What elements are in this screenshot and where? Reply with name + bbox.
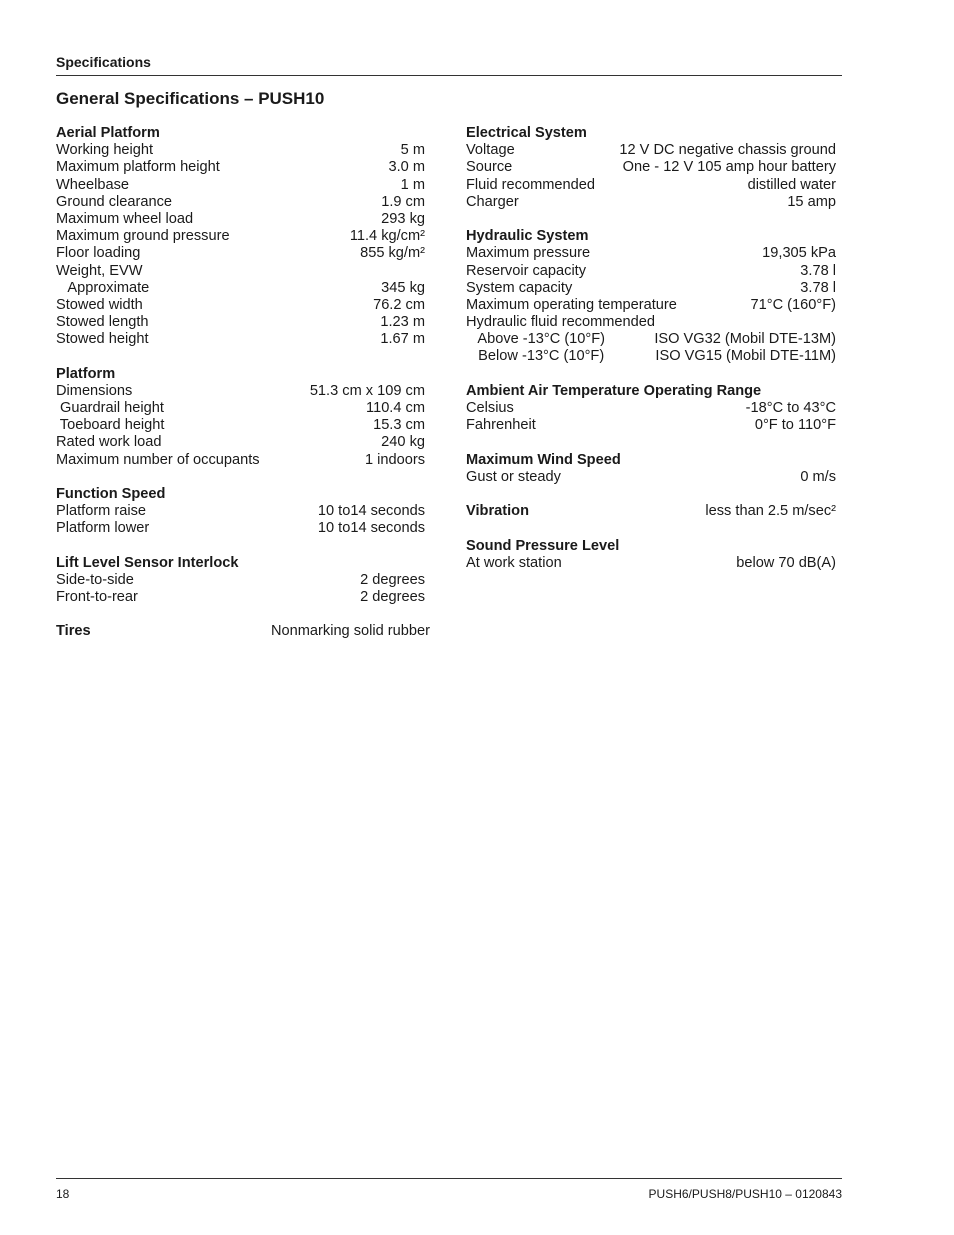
spec-row xyxy=(466,417,836,434)
spec-section-title: Electrical System xyxy=(466,125,587,141)
spec-row xyxy=(466,159,836,176)
spec-row xyxy=(56,245,425,262)
spec-value: 240 kg xyxy=(381,434,425,451)
spec-label: Ground clearance xyxy=(56,193,173,210)
spec-heading-row xyxy=(56,623,430,640)
spec-row xyxy=(56,142,425,159)
spec-row xyxy=(466,297,836,314)
spec-value: 11.4 kg/cm² xyxy=(349,228,425,245)
spec-label: Fahrenheit xyxy=(466,417,536,434)
spec-row xyxy=(56,417,425,434)
spec-label: Side-to-side xyxy=(56,571,134,588)
left-spec-column xyxy=(56,125,430,658)
spec-section-lift-level-sensor-interlock xyxy=(56,555,425,607)
spec-value: 1 indoors xyxy=(364,451,425,468)
spec-value: 71°C (160°F) xyxy=(750,296,836,313)
spec-section-title: Function Speed xyxy=(56,485,166,502)
spec-label: Stowed length xyxy=(56,314,149,331)
page-number: 18 xyxy=(56,1187,70,1201)
spec-label: System capacity xyxy=(466,279,573,296)
spec-label: Guardrail height xyxy=(56,400,164,416)
spec-row xyxy=(56,572,425,589)
spec-value: ISO VG32 (Mobil DTE-13M) xyxy=(654,331,836,348)
spec-section-tires xyxy=(56,623,430,640)
spec-section-function-speed xyxy=(56,486,425,538)
spec-row xyxy=(466,245,836,262)
spec-row xyxy=(56,314,425,331)
spec-row xyxy=(466,555,836,572)
spec-row xyxy=(56,400,425,417)
spec-value: below 70 dB(A) xyxy=(736,554,836,571)
spec-row xyxy=(466,280,836,297)
spec-row xyxy=(466,177,836,194)
page-title: General Specifications – PUSH10 xyxy=(56,89,325,108)
spec-heading-row xyxy=(466,503,836,520)
spec-value: One - 12 V 105 amp hour battery xyxy=(622,159,836,176)
spec-label: Above -13°C (10°F) xyxy=(466,331,606,348)
spec-label: Below -13°C (10°F) xyxy=(466,348,605,365)
spec-section-platform xyxy=(56,366,425,469)
spec-value: 293 kg xyxy=(381,210,425,227)
spec-row xyxy=(56,297,425,314)
spec-section-title: Sound Pressure Level xyxy=(466,537,620,554)
spec-value: 3.0 m xyxy=(388,159,425,176)
spec-section-electrical-system xyxy=(466,125,836,211)
spec-label: Rated work load xyxy=(56,434,162,451)
spec-section-aerial-platform xyxy=(56,125,425,348)
spec-label: Voltage xyxy=(466,142,515,159)
spec-row xyxy=(56,503,425,520)
spec-section-title: Ambient Air Temperature Operating Range xyxy=(466,382,762,399)
spec-value: 3.78 l xyxy=(800,262,836,279)
spec-section-title: Hydraulic System xyxy=(466,228,589,245)
spec-value: Nonmarking solid rubber xyxy=(271,623,430,640)
spec-value: 10 to14 seconds xyxy=(317,503,425,520)
spec-value: 76.2 cm xyxy=(373,296,425,313)
spec-section-title: Platform xyxy=(56,365,116,382)
spec-value: 2 degrees xyxy=(360,589,425,606)
spec-row xyxy=(466,469,836,486)
spec-row xyxy=(466,142,836,159)
spec-label: Source xyxy=(466,159,513,176)
spec-value: 1.9 cm xyxy=(381,193,425,210)
spec-section-maximum-wind-speed xyxy=(466,452,836,486)
spec-section-title: Lift Level Sensor Interlock xyxy=(56,554,239,571)
spec-row xyxy=(466,194,836,211)
spec-row xyxy=(466,348,836,365)
spec-section-hydraulic-system xyxy=(466,228,836,366)
spec-label: Stowed width xyxy=(56,296,143,313)
spec-value: 5 m xyxy=(400,142,425,159)
spec-label: Platform raise xyxy=(56,503,147,520)
spec-value: 1.23 m xyxy=(380,314,425,331)
spec-value: 345 kg xyxy=(381,279,425,296)
spec-label: At work station xyxy=(466,554,562,571)
spec-label: Gust or steady xyxy=(466,468,561,485)
spec-value: 855 kg/m² xyxy=(360,245,425,262)
spec-label: Charger xyxy=(466,193,519,210)
spec-label: Stowed height xyxy=(56,331,149,348)
spec-row xyxy=(466,400,836,417)
spec-label: Fluid recommended xyxy=(466,176,595,193)
spec-label: Wheelbase xyxy=(56,176,130,193)
spec-label: Maximum ground pressure xyxy=(56,228,230,245)
spec-value: 51.3 cm x 109 cm xyxy=(309,382,425,399)
spec-row xyxy=(466,263,836,280)
spec-section-title: Tires xyxy=(56,623,91,640)
section-header-label: Specifications xyxy=(56,54,151,70)
spec-value: ISO VG15 (Mobil DTE-11M) xyxy=(655,348,836,365)
right-spec-column xyxy=(466,125,836,589)
spec-label: Dimensions xyxy=(56,382,133,399)
spec-row xyxy=(56,194,425,211)
spec-label: Approximate xyxy=(56,279,150,296)
spec-label: Working height xyxy=(56,142,154,159)
spec-label: Reservoir capacity xyxy=(466,262,587,279)
spec-row xyxy=(466,314,836,331)
spec-value: -18°C to 43°C xyxy=(745,400,836,416)
footer-rule xyxy=(56,1178,842,1179)
spec-label: Maximum number of occupants xyxy=(56,451,260,468)
spec-row xyxy=(56,331,425,348)
spec-label: Front-to-rear xyxy=(56,589,138,606)
spec-section-title: Maximum Wind Speed xyxy=(466,451,621,468)
spec-row xyxy=(56,452,425,469)
spec-value: 3.78 l xyxy=(800,279,836,296)
spec-label: Maximum platform height xyxy=(56,159,220,176)
spec-row xyxy=(56,434,425,451)
spec-value: 110.4 cm xyxy=(366,400,425,416)
spec-value: 10 to14 seconds xyxy=(317,520,425,537)
spec-value: 15 amp xyxy=(787,193,836,210)
spec-section-title: Vibration xyxy=(466,503,529,520)
spec-value: distilled water xyxy=(747,176,836,193)
spec-label: Toeboard height xyxy=(56,417,165,434)
spec-value: 0 m/s xyxy=(800,468,836,485)
header-rule xyxy=(56,75,842,76)
spec-row xyxy=(56,177,425,194)
spec-label: Maximum operating temperature xyxy=(466,296,677,313)
spec-row xyxy=(56,159,425,176)
spec-label: Maximum pressure xyxy=(466,245,591,262)
spec-value: 2 degrees xyxy=(360,571,425,588)
spec-value: 12 V DC negative chassis ground xyxy=(619,142,836,159)
spec-label: Floor loading xyxy=(56,245,141,262)
spec-section-title: Aerial Platform xyxy=(56,125,160,141)
document-id: PUSH6/PUSH8/PUSH10 – 0120843 xyxy=(648,1187,842,1201)
spec-row xyxy=(56,383,425,400)
spec-label: Platform lower xyxy=(56,520,150,537)
spec-value: 15.3 cm xyxy=(373,417,425,434)
spec-value: 19,305 kPa xyxy=(762,245,836,262)
spec-row xyxy=(56,520,425,537)
spec-section-ambient-air-temperature-operating-range xyxy=(466,383,836,435)
spec-row xyxy=(56,589,425,606)
spec-label: Celsius xyxy=(466,400,514,416)
spec-row xyxy=(466,331,836,348)
spec-section-vibration xyxy=(466,503,836,520)
spec-value: 1.67 m xyxy=(380,331,425,348)
spec-section-sound-pressure-level xyxy=(466,538,836,572)
spec-row xyxy=(56,263,425,280)
spec-label: Hydraulic fluid recommended xyxy=(466,314,655,331)
spec-value: 0°F to 110°F xyxy=(754,417,836,434)
spec-row xyxy=(56,228,425,245)
spec-value: 1 m xyxy=(400,176,425,193)
spec-row xyxy=(56,280,425,297)
spec-label: Maximum wheel load xyxy=(56,210,194,227)
spec-value: less than 2.5 m/sec² xyxy=(705,503,836,520)
spec-row xyxy=(56,211,425,228)
spec-label: Weight, EVW xyxy=(56,262,143,279)
